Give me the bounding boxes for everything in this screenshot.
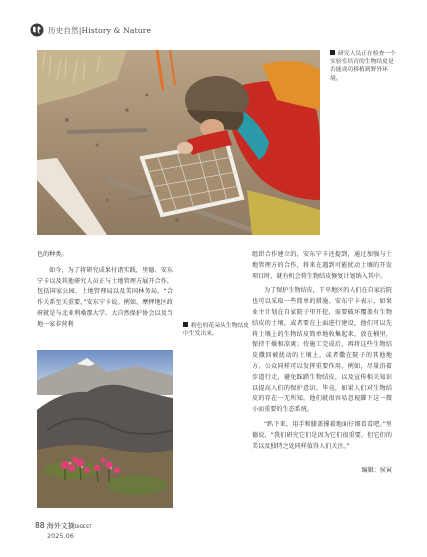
researcher-photo — [37, 50, 320, 235]
paragraph: 色的种类。 — [37, 251, 68, 258]
paragraph: 如今，为了将研究成果付诸实践，里德、安东宁卡以及其他研究人员正与土地管理方展开合作，包括国家公园、土地管理局以及美国林务局。“合作关系至关重要，”安东宁卡说。例如，摩押地区政府就是与北亚利桑那大学、大自然保护协会以及当地一家非营利 — [37, 266, 173, 328]
page-number: 88 — [35, 521, 45, 530]
bottom-photo-caption: 粉色的花朵从生物结皮中生发出来。 — [183, 323, 249, 338]
left-column — [37, 250, 173, 331]
section-label: 历史自然|History & Nature — [48, 25, 152, 35]
caption-marker — [330, 50, 335, 55]
paragraph: “趴下来，用手和膝盖撑着地面仔细看看吧。”里德说，“我们研究它们是因为它们很重要，但它们的美以及独特之处同样值得人们关注。” — [252, 420, 392, 450]
magazine-name-en: DIGEST — [74, 525, 92, 530]
paragraph: 组织合作建立的，安东宁卡还提到，通过加强与土地管理方的合作，将来在遇到可能扰动土壤的开发项目时，就有机会将生物结皮修复计划纳入其中。 — [252, 251, 392, 280]
page-header — [30, 22, 151, 38]
top-photo-caption: 研究人员正在检查一个实验室培育的生物结皮是否能成功移植到野外环境。 — [330, 51, 396, 82]
magazine-name: 海外文摘 — [46, 522, 75, 530]
paragraph: 为了保护生物结皮，干旱地区的人们在自家后院也可以采取一些简单的措施。安东宁卡表示，如果业主计划在自家院子里开挖，需要破坏覆盖有生物结皮的土壤，或者要在上面进行建设，他们可以先将土壤上的生物结皮简单地收集起来，放在桶里，保持干燥和凉爽；待施工完成后，再将这些生物结皮撒回被扰动的土壤上，或者撒在院子的其他地方。公众同样可以发挥重要作用。例如，尽量沿着步道行走，避免踩踏生物结皮，以及宣传相关知识以提高人们的保护意识。毕竟，如果人们对生物结皮的存在一无所知，他们就很容易忽视脚下这一微小而重要的生态系统。 — [252, 287, 392, 414]
globe-icon — [30, 23, 44, 37]
flower-photo — [37, 350, 173, 508]
editor-credit: 编辑：侯寅 — [361, 467, 392, 475]
issue-date: 2025.06 — [47, 532, 74, 540]
right-column — [252, 250, 392, 477]
caption-marker — [183, 322, 188, 327]
page-footer — [35, 521, 92, 540]
